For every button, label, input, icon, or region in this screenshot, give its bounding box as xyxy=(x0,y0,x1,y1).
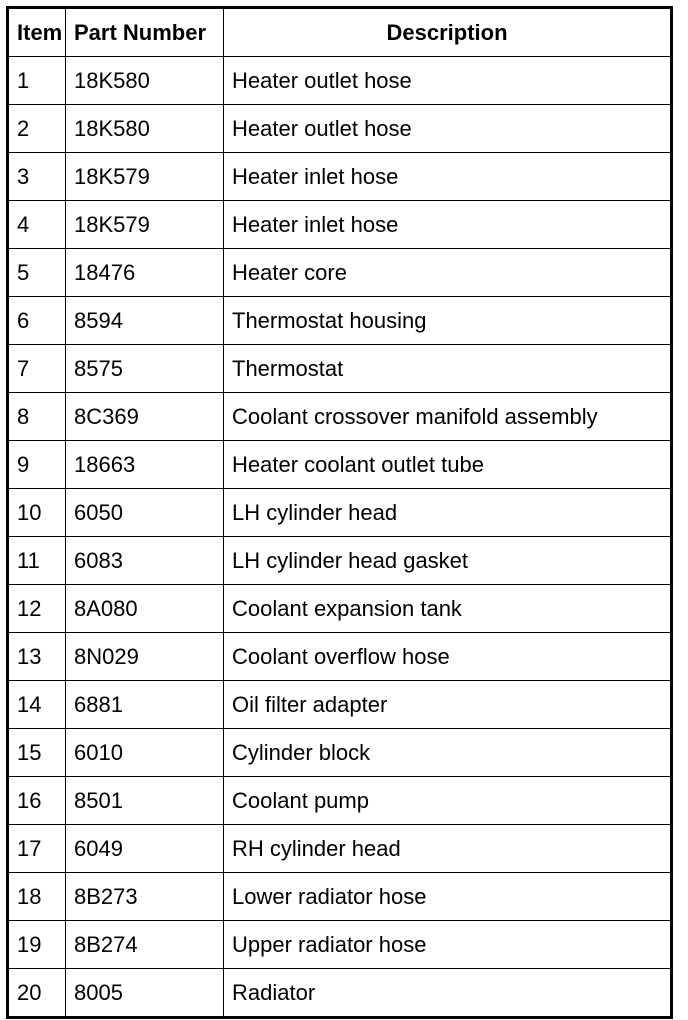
cell-item: 19 xyxy=(8,921,66,969)
cell-description: Radiator xyxy=(224,969,672,1018)
cell-part-number: 6010 xyxy=(66,729,224,777)
cell-part-number: 8A080 xyxy=(66,585,224,633)
cell-description: Heater inlet hose xyxy=(224,201,672,249)
table-row xyxy=(8,825,672,873)
cell-description: Thermostat housing xyxy=(224,297,672,345)
cell-description: Heater core xyxy=(224,249,672,297)
table-row xyxy=(8,345,672,393)
cell-item: 20 xyxy=(8,969,66,1018)
table-row xyxy=(8,729,672,777)
table-row xyxy=(8,969,672,1018)
cell-item: 9 xyxy=(8,441,66,489)
table-body xyxy=(8,57,672,1018)
cell-item: 1 xyxy=(8,57,66,105)
cell-part-number: 6881 xyxy=(66,681,224,729)
table-row xyxy=(8,681,672,729)
cell-description: Heater coolant outlet tube xyxy=(224,441,672,489)
cell-description: Coolant expansion tank xyxy=(224,585,672,633)
cell-part-number: 8594 xyxy=(66,297,224,345)
cell-part-number: 8B274 xyxy=(66,921,224,969)
cell-part-number: 8B273 xyxy=(66,873,224,921)
cell-description: LH cylinder head xyxy=(224,489,672,537)
cell-description: LH cylinder head gasket xyxy=(224,537,672,585)
cell-item: 15 xyxy=(8,729,66,777)
cell-description: Coolant crossover manifold assembly xyxy=(224,393,672,441)
cell-description: RH cylinder head xyxy=(224,825,672,873)
cell-item: 3 xyxy=(8,153,66,201)
header-row xyxy=(8,8,672,57)
cell-part-number: 8N029 xyxy=(66,633,224,681)
cell-item: 18 xyxy=(8,873,66,921)
cell-item: 17 xyxy=(8,825,66,873)
cell-item: 8 xyxy=(8,393,66,441)
cell-description: Lower radiator hose xyxy=(224,873,672,921)
table-header xyxy=(8,8,672,57)
cell-description: Oil filter adapter xyxy=(224,681,672,729)
cell-description: Coolant pump xyxy=(224,777,672,825)
cell-description: Heater outlet hose xyxy=(224,57,672,105)
cell-part-number: 6050 xyxy=(66,489,224,537)
table-row xyxy=(8,249,672,297)
cell-part-number: 18K579 xyxy=(66,153,224,201)
parts-table xyxy=(6,6,673,1019)
cell-item: 4 xyxy=(8,201,66,249)
cell-item: 12 xyxy=(8,585,66,633)
cell-part-number: 8C369 xyxy=(66,393,224,441)
cell-item: 7 xyxy=(8,345,66,393)
cell-item: 11 xyxy=(8,537,66,585)
cell-part-number: 18K579 xyxy=(66,201,224,249)
table-row xyxy=(8,537,672,585)
cell-item: 14 xyxy=(8,681,66,729)
table-row xyxy=(8,489,672,537)
header-description: Description xyxy=(224,8,672,57)
cell-part-number: 8005 xyxy=(66,969,224,1018)
cell-part-number: 8501 xyxy=(66,777,224,825)
table-row xyxy=(8,153,672,201)
cell-part-number: 8575 xyxy=(66,345,224,393)
table-row xyxy=(8,105,672,153)
table-row xyxy=(8,393,672,441)
cell-part-number: 6083 xyxy=(66,537,224,585)
cell-part-number: 6049 xyxy=(66,825,224,873)
cell-description: Heater inlet hose xyxy=(224,153,672,201)
cell-item: 2 xyxy=(8,105,66,153)
header-item: Item xyxy=(8,8,66,57)
cell-item: 5 xyxy=(8,249,66,297)
cell-description: Upper radiator hose xyxy=(224,921,672,969)
cell-part-number: 18663 xyxy=(66,441,224,489)
cell-item: 10 xyxy=(8,489,66,537)
cell-description: Coolant overflow hose xyxy=(224,633,672,681)
table-row xyxy=(8,297,672,345)
cell-item: 16 xyxy=(8,777,66,825)
cell-part-number: 18K580 xyxy=(66,105,224,153)
table-row xyxy=(8,921,672,969)
cell-part-number: 18K580 xyxy=(66,57,224,105)
cell-description: Thermostat xyxy=(224,345,672,393)
cell-part-number: 18476 xyxy=(66,249,224,297)
cell-item: 6 xyxy=(8,297,66,345)
cell-item: 13 xyxy=(8,633,66,681)
cell-description: Cylinder block xyxy=(224,729,672,777)
cell-description: Heater outlet hose xyxy=(224,105,672,153)
header-part-number: Part Number xyxy=(66,8,224,57)
table-row xyxy=(8,633,672,681)
table-row xyxy=(8,57,672,105)
table-row xyxy=(8,201,672,249)
table-row xyxy=(8,441,672,489)
table-row xyxy=(8,777,672,825)
table-row xyxy=(8,585,672,633)
table-row xyxy=(8,873,672,921)
